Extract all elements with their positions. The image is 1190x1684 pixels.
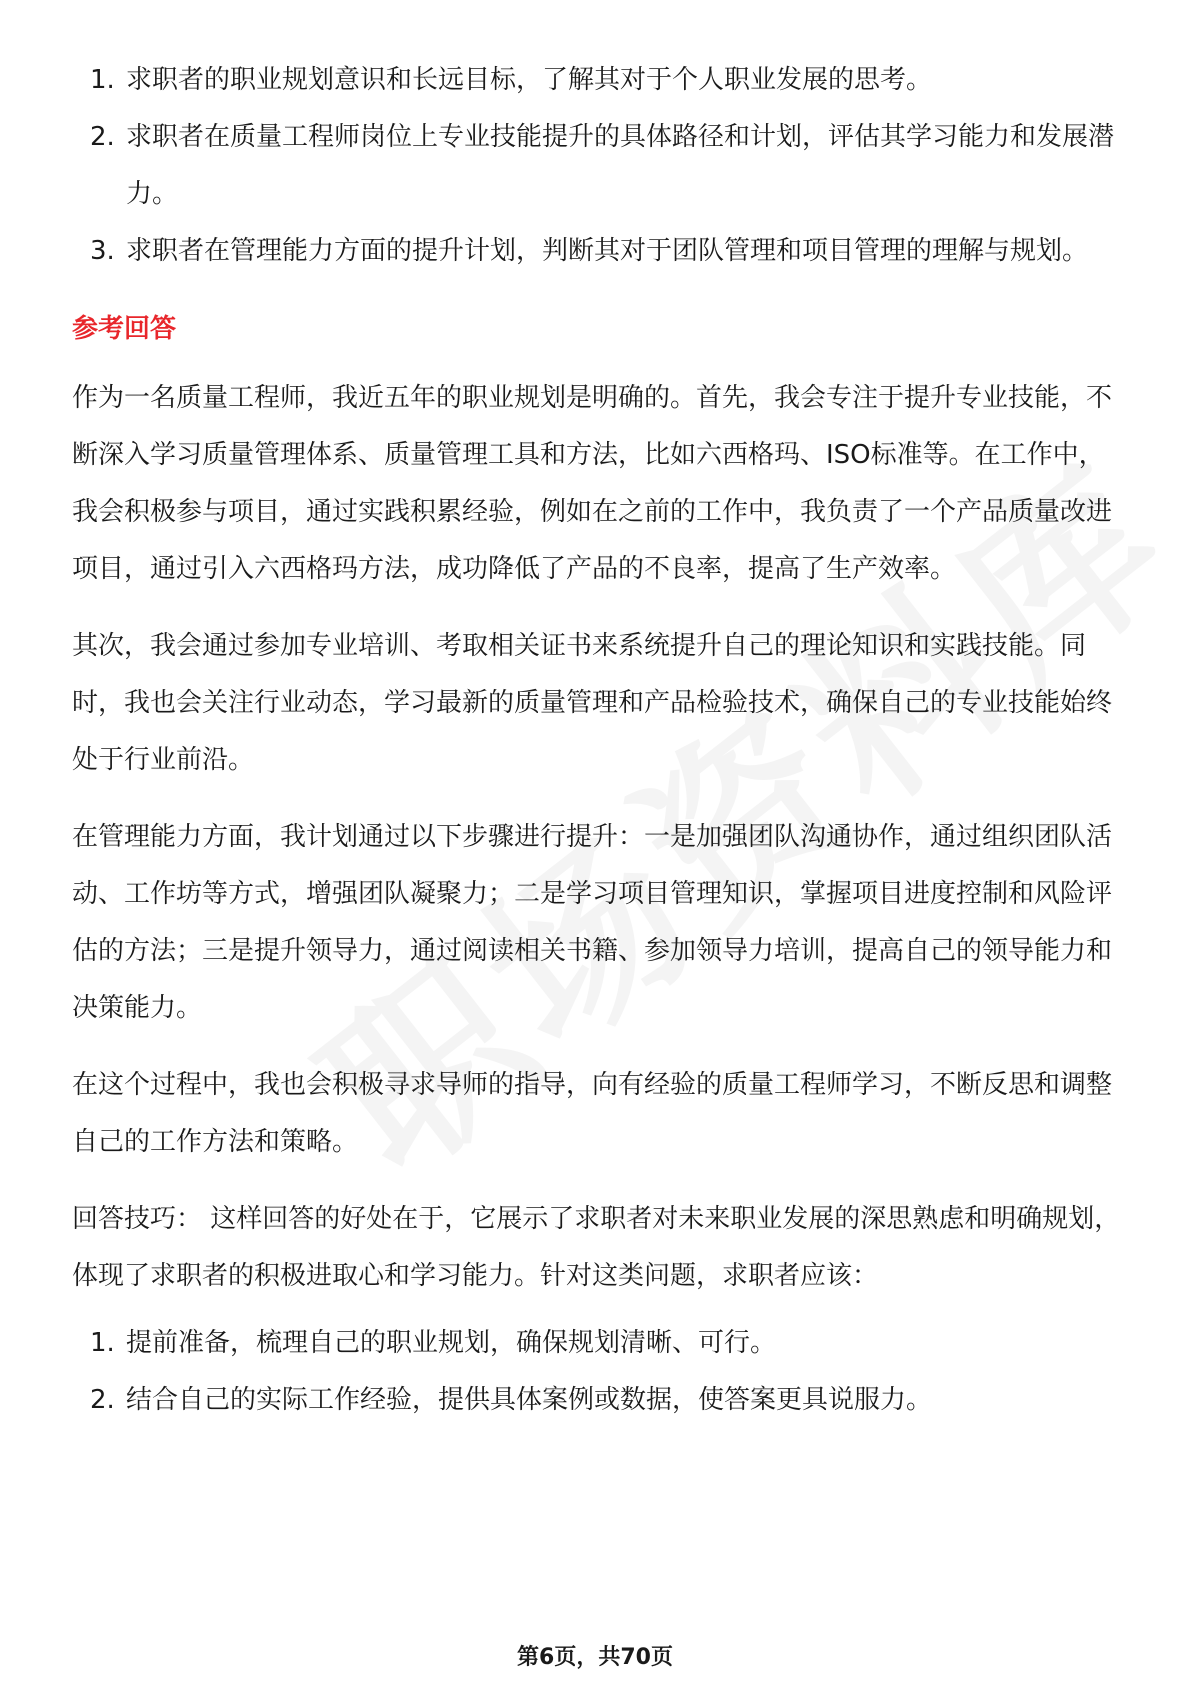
answer-paragraph-2: 其次，我会通过参加专业培训、考取相关证书来系统提升自己的理论知识和实践技能。同时，我也会关注行业动态，学习最新的质量管理和产品检验技术，确保自己的专业技能始终处于行业前沿。 [72, 631, 1113, 775]
list-number: 1. [90, 1328, 115, 1358]
list-item [72, 109, 1122, 223]
list-item-text: 求职者在管理能力方面的提升计划，判断其对于团队管理和项目管理的理解与规划。 [126, 236, 1089, 266]
list-item [72, 1315, 1122, 1372]
list-number: 2. [90, 122, 115, 152]
list-item [72, 1372, 1122, 1429]
answer-tips: 回答技巧： 这样回答的好处在于，它展示了求职者对未来职业发展的深思熟虑和明确规划，体现了求职者的积极进取心和学习能力。针对这类问题，求职者应该： [72, 1204, 1121, 1291]
list-number: 3. [90, 236, 115, 266]
list-item-text: 求职者在质量工程师岗位上专业技能提升的具体路径和计划，评估其学习能力和发展潜力。 [126, 122, 1115, 209]
section-title: 参考回答 [72, 314, 177, 344]
page-content [72, 52, 1122, 1429]
list-item [72, 52, 1122, 109]
answer-paragraph-3: 在管理能力方面，我计划通过以下步骤进行提升：一是加强团队沟通协作，通过组织团队活动、工作坊等方式，增强团队凝聚力；二是学习项目管理知识，掌握项目进度控制和风险评估的方法；三是提升领导力，通过阅读相关书籍、参加领导力培训，提高自己的领导能力和决策能力。 [72, 822, 1113, 1023]
list-item [72, 223, 1122, 280]
tips-list [72, 1315, 1122, 1429]
answer-paragraph-4: 在这个过程中，我也会积极寻求导师的指导，向有经验的质量工程师学习，不断反思和调整自己的工作方法和策略。 [72, 1070, 1113, 1157]
answer-paragraph-1: 作为一名质量工程师，我近五年的职业规划是明确的。首先，我会专注于提升专业技能，不断深入学习质量管理体系、质量管理工具和方法，比如六西格玛、ISO标准等。在工作中，我会积极参与项目，通过实践积累经验，例如在之前的工作中，我负责了一个产品质量改进项目，通过引入六西格玛方法，成功降低了产品的不良率，提高了生产效率。 [72, 383, 1113, 584]
list-item-text: 结合自己的实际工作经验，提供具体案例或数据，使答案更具说服力。 [126, 1385, 933, 1415]
intro-list [72, 52, 1122, 280]
list-item-text: 提前准备，梳理自己的职业规划，确保规划清晰、可行。 [126, 1328, 777, 1358]
list-number: 1. [90, 65, 115, 95]
list-number: 2. [90, 1385, 115, 1415]
page-footer: 第6页，共70页 [517, 1645, 673, 1670]
list-item-text: 求职者的职业规划意识和长远目标，了解其对于个人职业发展的思考。 [126, 65, 933, 95]
